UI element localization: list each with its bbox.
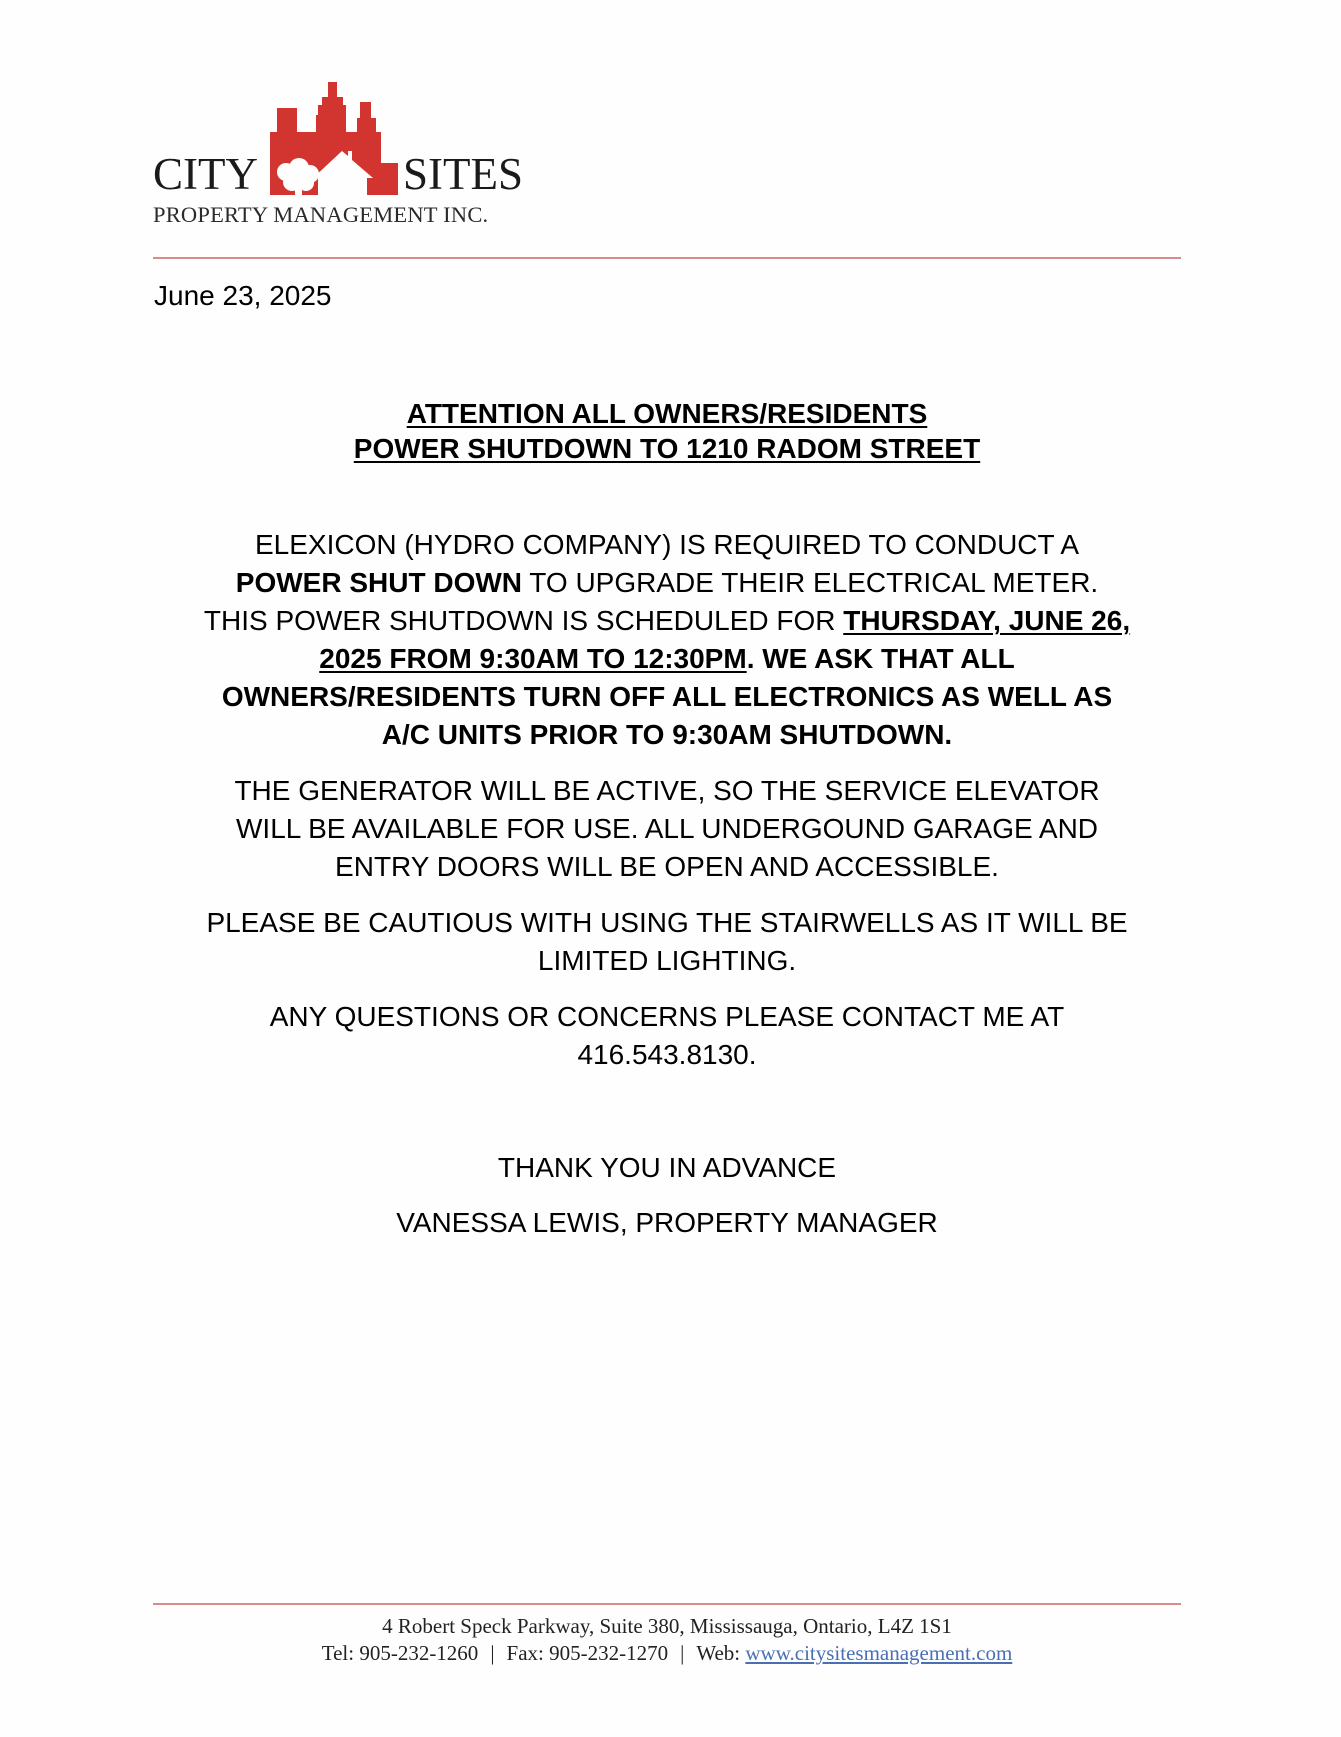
p1-line-3-date: THURSDAY, JUNE 26,	[843, 605, 1131, 636]
p2-line-1: THE GENERATOR WILL BE ACTIVE, SO THE SERVICE ELEVATOR	[234, 775, 1100, 806]
contact-phone-link[interactable]: 416.543.8130.	[577, 1039, 757, 1070]
company-logo	[150, 75, 550, 235]
p1-line-6: A/C UNITS PRIOR TO 9:30AM SHUTDOWN.	[381, 719, 953, 750]
p3-line-2: LIMITED LIGHTING.	[537, 945, 797, 976]
p2-line-2: WILL BE AVAILABLE FOR USE. ALL UNDERGOUND GARAGE AND	[235, 813, 1099, 844]
heading-line-2: POWER SHUTDOWN TO 1210 RADOM STREET	[353, 433, 981, 464]
footer-website-link[interactable]: www.citysitesmanagement.com	[745, 1641, 1013, 1665]
p1-line-4-rest: . WE ASK THAT ALL	[746, 643, 1015, 674]
header-divider	[153, 257, 1181, 259]
footer-web-label: Web:	[696, 1641, 746, 1665]
logo-subtitle: PROPERTY MANAGEMENT INC.	[153, 202, 489, 227]
footer-separator: |	[680, 1641, 685, 1665]
p1-line-1: ELEXICON (HYDRO COMPANY) IS REQUIRED TO CONDUCT A	[254, 529, 1080, 560]
p1-line-2-rest: TO UPGRADE THEIR ELECTRICAL METER.	[522, 567, 1099, 598]
footer-separator: |	[490, 1641, 495, 1665]
p3-line-1: PLEASE BE CAUTIOUS WITH USING THE STAIRWELLS AS IT WILL BE	[206, 907, 1128, 938]
letter-date: June 23, 2025	[154, 280, 332, 311]
p1-line-4-time: 2025 FROM 9:30AM TO 12:30PM	[319, 643, 747, 674]
logo-word-city: CITY	[153, 149, 258, 199]
p1-line-5: OWNERS/RESIDENTS TURN OFF ALL ELECTRONICS AS WELL AS	[221, 681, 1113, 712]
footer-address: 4 Robert Speck Parkway, Suite 380, Mississauga, Ontario, L4Z 1S1	[382, 1614, 952, 1638]
footer-fax: Fax: 905-232-1270	[506, 1641, 669, 1665]
p1-line-3-start: THIS POWER SHUTDOWN IS SCHEDULED FOR	[203, 605, 844, 636]
p2-line-3: ENTRY DOORS WILL BE OPEN AND ACCESSIBLE.	[335, 851, 999, 882]
heading-line-1: ATTENTION ALL OWNERS/RESIDENTS	[406, 398, 928, 429]
signature-text: VANESSA LEWIS, PROPERTY MANAGER	[396, 1207, 938, 1238]
p4-line-1: ANY QUESTIONS OR CONCERNS PLEASE CONTACT ME AT	[269, 1001, 1065, 1032]
logo-word-sites: SITES	[403, 149, 524, 199]
footer-tel: Tel: 905-232-1260	[321, 1641, 479, 1665]
footer-divider	[153, 1603, 1181, 1605]
closing-text: THANK YOU IN ADVANCE	[497, 1152, 837, 1183]
p1-line-2-bold: POWER SHUT DOWN	[235, 567, 523, 598]
